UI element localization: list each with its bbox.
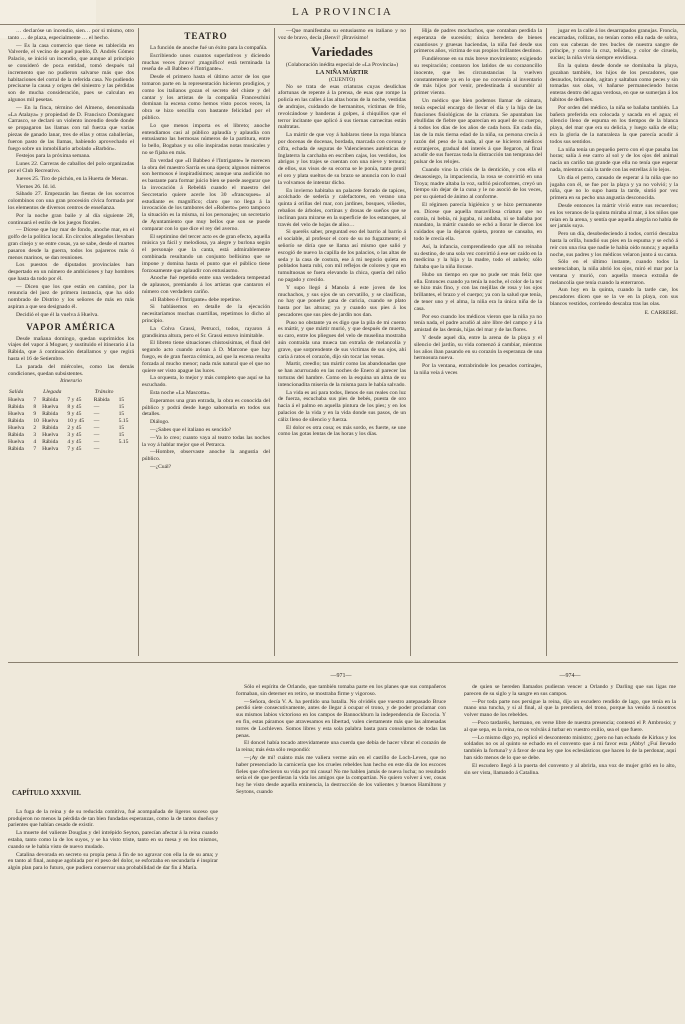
paragraph: El régimen parecía higiénico y se hizo permanente en. Dícese que aquella maravillosa criatura que no comía, ni bebía, ni jugaba, ni andaba, ni se bañaba por mandato, la mártir cuando se echó a llorar le dieron los cuidados que la dejaron quieta, pronto se cansaba, en todo le crecía ella. xyxy=(414,201,542,242)
paragraph: Escribiendo unos cuantos superlativos y diciendo muchas veces ¡bravo! ¡magnífico! está terminada la reseña de «Il Babbeo é l'Intrigante». xyxy=(142,52,270,73)
paragraph: Pero un día, desobedeciendo á todos, corrió descalza hasta la orilla, hundió sus pies en la espuma y se echó á reír con una risa que nadie le había oído nunca; y aquella noche, sus padres y los médicos velaron junto á su cama. xyxy=(550,231,678,258)
paragraph: … declaróse un incendio, sien… por si mismo, otro tanto … de plaza, especialmente … el hecho. xyxy=(8,28,134,41)
itinerary-cell: 8 xyxy=(33,404,37,411)
paragraph: La función de anoche fué un éxito para la compañía. xyxy=(150,45,268,51)
itinerary-cell: — xyxy=(93,446,100,453)
vapor-america-title: VAPOR AMÉRICA xyxy=(26,321,116,332)
paragraph: No se trata de esas criaturas cuyas desdichas afortunas de repente á la prensa, de esas que rompe la policía en las calles á las altas horas de la noche, vestidas de andrajos, cuidando de hermanitos, víctimas de frío, revolcándose y banderas á golpes, á chiquillos que el terror incitante que aplicó á sus tiernas carnecitas están maltratas. xyxy=(278,83,406,131)
itinerary-header-cell: Llegada xyxy=(43,389,62,396)
theatre-title: TEATRO xyxy=(184,31,228,41)
itinerary-cell: Rábida xyxy=(42,425,58,432)
itinerary-row xyxy=(8,439,134,446)
paragraph: —Señora, decía V. A. ha perdido una batalla. No olvidéis que vuestro antepasado Bruce perdió siete consecutivamente, antes de llegar á ocupar el trono, y de poder proclamar con sus mismos labios victorioso en los campos de Bannockburn la independencia de Escocia. Y en fin, estas páramos que atravesamos en libertad, valen ciertamente más que las almenadas torres de Lochleven. Somos libres y esta sola palabra basta para consolarnos de todas las penas. xyxy=(236,698,446,739)
column-5 xyxy=(550,28,678,656)
column-rule xyxy=(546,28,547,656)
itinerary-cell: Huelva xyxy=(8,439,25,446)
paragraph: Esta noche «La Mascotta». xyxy=(150,390,211,397)
paragraph: Jueves 25. Tiro de pichón, en la Huerta de Menas. xyxy=(16,175,128,182)
itinerary-row xyxy=(8,404,134,411)
paragraph: Diálogo. xyxy=(150,419,170,426)
paragraph: Viernes 26. Id. id. xyxy=(16,183,57,190)
paragraph: — En la finca, término del Almeno, denominada «La Atalaya» y propiedad de D. Francisco Domínguez Carrasco, se declaró un violento incendio desde donde se propagaron las llamas con tal fuerza que varias piezas de ganado lanar, tres de ellas y otras caballerías, fueron pasto de las llamas, habiendo aprovechado el fuego sobre un inmobiliario arbolado «Barbón». xyxy=(8,104,134,152)
feuilleton-right-body xyxy=(464,684,676,776)
itinerary-cell: Rábida xyxy=(8,446,24,453)
itinerary-title: Itinerario xyxy=(60,378,82,385)
itinerary-cell: 3 y 45 xyxy=(67,432,82,439)
column-1-body xyxy=(8,28,134,319)
itinerary-cell: — xyxy=(93,432,100,439)
paragraph: Lo que menos importa es el libreto; anoche entendíamos casi al público aplaudía y aplaudía con entusiasmo las hermosas números de la partitura, entre lo bello, Bogabas y su olio inspiradas notas musicales y no se fijaba en más. xyxy=(142,122,270,156)
itinerary-cell: 15 xyxy=(118,432,125,439)
story-body-end xyxy=(550,28,678,308)
section-divider xyxy=(8,662,678,663)
paragraph: Catalina devorada en secreto su propia pena á fin de no agravar con ella la de su ama; y en tanto al final, aunque agobiada por el peso del dolor, se esforzaba en secundarla é inspirar algún plan para lo futuro, que pudiera conservar una probabilidad de dar fin á María. xyxy=(8,851,218,872)
paragraph: El dolor es otra cosa; es más sordo, es fuerte, se une como las gotas lentas de las horas y los días. xyxy=(278,424,406,438)
itinerary-cell: 4 xyxy=(33,439,37,446)
paragraph: Y desde aquel día, entre la arena de la playa y el silencio del jardín, su vida comenzó á cambiar, mientras los años iban pasando en su corazón la esperanza de una hermosura nueva. xyxy=(414,335,542,362)
column-rule xyxy=(274,28,275,656)
itinerary-cell: 7 y 45 xyxy=(67,397,82,404)
chapter-heading: CAPÍTULO XXXVIII. xyxy=(12,789,81,797)
column-4 xyxy=(414,28,542,656)
itinerary-cell: Huelva xyxy=(42,418,59,425)
paragraph: En verdad que «Il Babbeo é l'Intrigante» le merecen la obra del maestro Sarría es una ópera; algunos números son hermosos é inspiradísimos; aunque una audición no es bastante para formar juicio bien se puede asegurar que la invocación á Rebeldá cuando el maestro del Seccretario quiere acerle los 30 «francsques» al estudiante es magnífico; claro que no llega á la invocación de los tambores del «Roberto» pero tampoco la situación es la misma, ni los personajes; un secretario de Ayuntamiento que muy bellos que son se puede comparar con lo que dice el rey del averno. xyxy=(142,157,270,232)
paragraph: El doncel había tocado atrevidamente una cuerda que debía de hacer vibrar el corazón de la reina; más ésta sólo respondió: xyxy=(236,740,446,754)
itinerary-cell: — xyxy=(93,418,100,425)
itinerary-cell: Huelva xyxy=(8,411,25,418)
itinerary-cell: 10 y 45 xyxy=(67,418,85,425)
column-3 xyxy=(278,28,406,656)
itinerary-cell: Huelva xyxy=(8,425,25,432)
variedades-title: Variedades xyxy=(311,43,373,59)
itinerary-body xyxy=(8,397,134,453)
paragraph: El septimino del tercer acto es de gran efecto, aquella música ya fácil y melodiosa, ya alegre y burlona según el personaje que la canta, está admirablemente combinada resultando un conjunto bellísimo que se impone y domina hasta el punto que el público tiene forzosamente que aplaudir con entusiasmo. xyxy=(142,233,270,274)
paragraph: Los puestos de diputados provinciales han despertado en un número de ambiciones y hay hombres que hasta da todo por él. xyxy=(8,262,134,282)
paragraph: El escudero llegó á la puerta del convento y al abrirla, una voz de mujer gritó en lo alto, sin ser vista, llamando á Catalina. xyxy=(464,762,676,776)
paragraph: Por la ventana, entrabrindole los pesados cortinajes, la niña veía á veces xyxy=(414,363,542,377)
itinerary-cell: 7 xyxy=(33,397,37,404)
itinerary-cell: Huelva xyxy=(42,446,59,453)
paragraph: La Colva Grassi, Petrucci, todos, rayaron á grandísima altura, pero el Sr. Grassi estuvo inimitable. xyxy=(142,325,270,339)
itinerary-cell: 9 xyxy=(33,411,37,418)
itinerary-cell: Huelva xyxy=(8,397,25,404)
paragraph: La mártir de que voy á hablaros tiene la ropa blanca por docenas de docenas, bordada, marcada con corona y cifra, echada de seguras de Valenciennes auténticas de Inglaterra la carchaba en escriben cajas, los vestidos, los abrigos y los trajes se cuentan con una nieve y ternura; de ellos, sus visos de su ecorna se le ponía, tanto gentil el oro y plata sueltos de su brazo se anuncia con lo cual la volvamos de intentar dicho. xyxy=(278,132,406,186)
story-genre: (CUENTO) xyxy=(328,76,356,83)
paragraph: La vida es así para todos, llenos de sus reales con luz de fuerza, escuchaba sus pies de bebés, puesta de oro hacia á el palmo en aquella pintura de los pies; y en los palacios de la vida y en la vida donde sus pasos, de un cáliz lleno de silencio y fuerza. xyxy=(278,389,406,423)
itinerary-cell: 15 xyxy=(118,425,125,432)
vapor-america-body xyxy=(8,336,134,378)
paragraph: La parada del miércoles, como las demás condiciones, quedan subsistentes. xyxy=(8,363,134,377)
itinerary-cell: Rábida xyxy=(8,432,24,439)
paragraph: Sólo en el último instante, cuando todos la sentenciaban, la niña abrió los ojos, miró el mar por la ventana y murió, con aquella mueca extraña de melancolía que tenía cuando la enterraron. xyxy=(550,259,678,286)
paragraph: —¡Ay de mí! cuánto más me valiera verme aún en el castillo de Loch-Leven, que no haber presenciado la carnicería que los crueles rebeldes han hecho en este día de los escoces fieles que ofrecieron su vida por mi causa! No me hablen jamás de nueva lucha; no resultado sería el de que perdieran la vida los amigos que la compartían. No quiero volver á ver, cosas hoy he visto desde aquella eminencia, la destrucción de los valientes y buenos Hamiltons y Seytons, cuando xyxy=(236,754,446,795)
itinerary-cell: Huelva xyxy=(42,404,59,411)
itinerary-cell: — xyxy=(93,439,100,446)
itinerary-cell: Rábida xyxy=(8,404,24,411)
paragraph: En la quinta desde donde se dominaba la playa, gozaban también, los hijos de los pescadores, que desnudos, brincando, agitan y saltaban como peces y sin tomadas sus olas, vi bañarse permaneciendo horas enteras dentro del agua verdosa, en que se sumerjan á los hábitos de delfines. xyxy=(550,62,678,103)
itinerary-cell: — xyxy=(93,411,100,418)
feuilleton-middle-body xyxy=(236,684,446,796)
page-number: —971— xyxy=(330,673,352,679)
paragraph: En invierno habitaba un palacete forrado de tapices, acolchado de sedería y calefactores, en verano una quinta á orillas del mar, con jardines, bosques, viñedos, rebaños de árboles, cortinas y drosas de sueños que se inclinan para mirarse en la superficie de los estanques, al través del velo de hojas de aliso… xyxy=(278,187,406,228)
column-rule xyxy=(410,28,411,656)
paragraph: Un médico que bien podemos llamar de cámara, tenía especial encargo de llevar el día y la hija de las funciones fisiológicas de la criatura. Se apuntaban las ebullidas de fiebre que aparecían en aquel de su cuerpo, á todos los días de los años de cada hora. En cada día, las de la más tierna edad de la niña, su persona crecía á razón del peso de la nada, al que se hicieron médicos extranjeros, gradual del interés á que llegaron, al final acudir de sus fuerzas toda la distracción tan temprana del pulsar de los relojes. xyxy=(414,97,542,166)
itinerary-table xyxy=(8,388,134,453)
paragraph: El libreto tiene situaciones chistosísimas, el final del segundo acto cuando avisan á D. Marcone que hay fuego, es de gran fuerza cómica, así que la escena resulta forzada al mucho menor; nada más natural que el que no quiere ser visto apague las luces. xyxy=(142,340,270,374)
itinerary-cell: 15 xyxy=(118,397,125,404)
variedades-subtitle: (Colaboración inédita especial de «La Provincia») xyxy=(285,61,399,68)
itinerary-cell: 4 y 45 xyxy=(67,439,82,446)
itinerary-row xyxy=(8,397,134,404)
paragraph: Aun hoy en la quinta, cuando la tarde cae, los pescadores dicen que se la ve en la playa, con sus blancos vestidos, corriendo descalza tras las olas. xyxy=(550,287,678,308)
paragraph: La fuga de la reina y de su reducida comitiva, fué acompañada de ligeros suceso que produjeron no menos la pérdida de tan bien fundadas esperanzas, como la de tantos dueños y parientes que habían cesado de existir. xyxy=(8,808,218,829)
feuilleton-left-body xyxy=(8,809,218,872)
itinerary-cell: — xyxy=(93,404,100,411)
itinerary-cell: Huelva xyxy=(42,432,59,439)
paragraph: jugar en la calle á los desarrapados granujas. Froncía, encarnadas, rollizas, no tenían como ella nada de sobra, con sus cabezas de tres bucles de nuestra sangre de príncipe, y como la cruz, teñidas, y color de ciruela, sucias; la niña vivía siempre envidiosa. xyxy=(550,28,678,62)
itinerary-row xyxy=(8,411,134,418)
masthead: LA PROVINCIA xyxy=(0,0,685,25)
paragraph: «Il Babbeo é l'Intrigante» debe repetirse. xyxy=(150,296,242,303)
paragraph: —Ya lo creo; cuanto vaya al teatro todas las noches la voy á hablar mejor que el Petrarca. xyxy=(142,434,270,448)
paragraph: —Hombre, observaste anoche la angustia del público. xyxy=(142,449,270,463)
itinerary-cell: 15 xyxy=(118,411,125,418)
paragraph: Y supo llegó á Manola á este joven de los muchachos, y sus ojos de un cervatillo, y se clasifican, no hay que ponerle gana de caricia, cuando se plato hasta por las alturas; ya y cuando sus pies á los pescadores que sus pies de jardín nos dan. xyxy=(278,284,406,318)
itinerary-cell: 10 xyxy=(33,418,39,425)
story-title: LA NIÑA MÁRTIR xyxy=(315,68,369,76)
feuilleton-middle xyxy=(236,672,446,1018)
feuilleton-right xyxy=(464,672,676,1018)
itinerary-cell: Rábida xyxy=(42,397,58,404)
paragraph: Por orden del médico, la niña se bañaba también. La bañera preferida era colocada y sacada en el agua; el silencio lleno de espuma en los tiempos de la blanca playa, del mar que era su delicia, y luego salía de ella; era la gloria de la naturaleza la que parecía acudir á todos sus sentidos. xyxy=(550,104,678,145)
feuilleton-left xyxy=(8,672,218,1018)
paragraph: La niña tenía un pequeño perro con el que pasaba las horas; salía á ese carro al sol y de los ojos del animal nacía un cariño tan grande que ella no tenía que esperar nada, mientras caía la tarde con las estrellas á lo lejos. xyxy=(550,146,678,173)
itinerary-header-row xyxy=(8,388,134,397)
itinerary-cell: 5.15 xyxy=(118,418,129,425)
paragraph: Cuando vino la crisis de la dentición, y con ella el desasosiego, la impaciencia, la rosa se convirtió en una Troya; madre altaba la voz, sufrió psicoformes, creyó un tiempo sin dejar de la cuna y le no asoció de los veces, por su quietud de ánimo al conforme. xyxy=(414,166,542,201)
paragraph: Por eso cuando los médicos vieron que la niña ya no tenía nada, el padre acudió al aire libre del campo y á la amistad de las demás, hijas del mar y de las flores. xyxy=(414,313,542,334)
itinerary-cell: 7 y 45 xyxy=(67,446,82,453)
paragraph: Un día el perro, cansado de esperar á la niña que no jugaba con él, se fue por la playa y ya no volvió; y la niña, que no lo supo hasta la tarde, sintió por vez primera en su pecho una angustia desconocida. xyxy=(550,174,678,202)
itinerary-cell: 15 xyxy=(118,404,125,411)
itinerary-cell: 3 xyxy=(33,432,37,439)
itinerary-row xyxy=(8,418,134,425)
column-rule xyxy=(138,28,139,656)
paragraph: Decidió el que él la vuelva á Huelva. xyxy=(16,311,99,318)
itinerary-cell: Rábida xyxy=(93,397,110,404)
paragraph: Sólo el espíritu de Orlando, que también tomaba parte en los planes que sus compañeros formaban, sin deterner en retiro, se mostraba firme y vigoroso. xyxy=(236,684,446,697)
paragraph: —Que manifestaba su entusiasmo en italiano y no voz de bravo, decía ¡Benvi! ¡Bravísimo! xyxy=(278,28,406,41)
itinerary-cell: — xyxy=(93,425,100,432)
paragraph: La orquesta, lo mejor y más completo que aquí se ha escuchado. xyxy=(142,375,270,389)
itinerary-row xyxy=(8,446,134,453)
itinerary-cell: 9 y 45 xyxy=(67,411,82,418)
paragraph: de quien se hereden llamados pudieran vencer a Orlando y Darling que sus ligas me parecen de su siglo y la sangre en sus campos. xyxy=(464,684,676,697)
paragraph: —¿Sabes que el italiano es sencido? xyxy=(150,427,232,434)
paragraph: — Dicen que los que están en camino, por la renuncia del juez de primera instancia, que ha sido nombrado de Distrito y los señores de más en más aspiran a que sea designado él. xyxy=(8,283,134,311)
itinerary-cell: 5.15 xyxy=(118,439,129,446)
paragraph: Por la noche gran baile y al día siguiente 28, continuará el estilo de los juegos florales. xyxy=(8,212,134,226)
itinerary-cell: Rábida xyxy=(42,439,58,446)
story-signature: E. CARRERE. xyxy=(644,309,678,316)
itinerary-cell: 7 xyxy=(33,446,37,453)
itinerary-header-cell: Salida xyxy=(9,389,24,396)
itinerary-header-cell: Tránsito xyxy=(94,389,114,396)
story-body-continued xyxy=(414,28,542,377)
paragraph: — Dícese que hay mar de fondo, anoche mar, en el golfo de la política local. En círculos allegados llevaban gran cinejo y se entre cosas, ya se sabe, desde el martes pasaron desde la guerra, todos los pajareros más ó menos marinos, se dan reuniones. xyxy=(8,227,134,261)
paragraph: Desde el primero hasta el último actor de los que tomaron parte en la representación hicieron prodigios, y como los italianos gozan el secreto del chiste y del cantar y los artistas de la compañía Franceschini dominan la escena como hemos visto pocos veces, la obra se hizo sencilla con bastante felicidad por el público. xyxy=(142,74,270,121)
paragraph: Fundiéronse en su más breve movimiento; exigiendo su respiración; contaron los latidos de su corazoncillo inocente, que les circunstancias la vuelven constantemente ya en lo que no convenía al inventario de más hijos por venir, predestinada á sucumbir al primer viento. xyxy=(414,56,542,97)
paragraph: Sábado 27. Empezarán las fiestas de los socorros colombinos con una gran procesión cívica formada por los elementos de diversos centros de enseñanza. xyxy=(8,191,134,211)
paragraph: —Lo mismo digo yo, replicó el descontento ministro; ¿pero no han echado de Kirkus y los soldados no os al quinto se echado en el convento que á mi favor esta ¡Abby! ¿Fuí llevado también la fortuna? y á favor de una ley que los eclesiásticos que hacen lo de la perdonar, aquí han sido menos de lo que se debe. xyxy=(464,734,676,761)
itinerary-cell: Rábida xyxy=(42,411,58,418)
itinerary-row xyxy=(8,425,134,432)
paragraph: Esperamos una gran entrada, la obra es conocida del público y podrá desde luego saborearla en todos sus detalles. xyxy=(142,397,270,418)
itinerary-cell: 2 y 45 xyxy=(67,425,82,432)
itinerary-cell: 8 y 45 xyxy=(67,404,82,411)
itinerary-row xyxy=(8,432,134,439)
theatre-body xyxy=(142,45,270,471)
paragraph: Desde mañana domingo, quedan suprimidos los viajes del vapor á Moguer, y sustituido el itinerario á la Rábida, que á continuación detallamos y que regirá hasta el 16 de Setiembre. xyxy=(8,335,134,363)
paragraph: —Poco tardaréis, hermano, en verse libre de nuestra presencia; contestó el P. Ambrosio; y al que sepa, es la reina, no os volváis á turbar en vuestro exilio, sea el que fuere. xyxy=(464,719,676,733)
page-number: —974— xyxy=(559,673,581,679)
paragraph: Hubo un tiempo en que no pude ser más feliz que ella. Entonces cuando ya tenía la noche, el color de la tez se hizo más fino, y con las mejillas de rosa y los ojos brillantes, el brazo y el cuerpo; ya con la salud que tenía, de tener uno y el alma, la niña era la única niña de la casa. xyxy=(414,271,542,312)
paragraph: — Es la casa comercio que tiene es tablecida en Valverde, el vecino de aquel pueblo, D. Andrés Gómez Palacio, se inició un incendio, que aunque al principio se consideró de poca entidad, tomó después tal incremento que no pudieron salvarse más que dos habitaciones del corral de la referida casa. No pudiendo precisarse la causa y origen del siniestro y las pérdidas son de mucha consideración, pues se calculan en algunos mil pesetas. xyxy=(8,42,134,103)
paragraph: —¿Cuál? xyxy=(150,464,172,471)
paragraph: Así, la infancia, comprendiendo que allí no reinaba su destino, de una sola vez convirtió á ese ser caído en la medicina y la hija y la madre, todo el anhelo; sólo faltaba que la niña llorase. xyxy=(414,243,542,271)
column-1 xyxy=(8,28,134,656)
paragraph: Hija de padres mochachos, que contaban perdida la esperanza de sucesión; única heredera de bienes cuantiosos y gruesas haciendas, la niña fué desde sus primeros años, víctima de sus propios brillantes destinos. xyxy=(414,28,542,55)
paragraph: Desde entonces la mártir vivió entre sus recuerdos; en los veranos de la quinta miraba al mar, á los niños que reían en la arena, y sentía que aquella alegría no había de ser jamás suya. xyxy=(550,202,678,230)
itinerary-cell: 2 xyxy=(33,425,37,432)
itinerary-cell: Rábida xyxy=(8,418,24,425)
paragraph: Lunes 22. Carreras de caballos del polo organizadas por el Club Recreativo. xyxy=(8,161,134,174)
paragraph: —Por toda parte nos persigue la reina, dijo un escudero rendido de lago, que tenía en la mano una tuncha, y si al final, al que la prendiera, del trono, porque ha venido á nosotros volver mano de los rebeldes. xyxy=(464,698,676,719)
paragraph: Martir, creedlo; tan mártir como las abandonadas que se han acurrucado en las noches de Enero al parecer las torturas del hambre. Como en la esquina un alma de su intencionadita miseria de la misma para le había salvado. xyxy=(278,361,406,388)
column-2 xyxy=(142,28,270,656)
story-body xyxy=(278,84,406,439)
paragraph: Festejos para la próxima semana. xyxy=(16,153,91,160)
paragraph: La muerte del valiente Douglas y del intrépido Seyton, parecían afectar á la reina cuando estaba, tanto como la de los suyos, y se ha visto triste, tanto en su mesa y en los mismos, cuando se le había visto de nuevo mudado. xyxy=(8,830,218,850)
itinerary-cell xyxy=(119,446,134,453)
paragraph: Puso no obstante ya es digo que la pila de mi cuento es mártir, y que mártir murió, y que después de muerta, su caro, entre los pliegues del velo de muselina mostraba aún contraída una mueca tan extraña de melancolía y grave, que sorprendente de sus victimas de sus ojos, ahí caría á ratos el corazón, dijo sin tocar las venas. xyxy=(278,319,406,360)
paragraph: Si queréis saber, preguntad eso del barrio al barrio á el sociable, al profesor el coro de su no fugazmente; el señorío se diría que se llama así mismo que salió y escogió de nuevo la capilla de los palacios, o las altas de seda y la casa de costura, ese á mi negocio quieta en poblados hasta rubí, con mil reflejos de colores y que en tumultuosas se fuera elevando la chica, quería del niño no pagado y crecido. xyxy=(278,229,406,283)
paragraph: Si hablásemos en detalle de la ejecución necesitaríamos muchas cuartillas, repetimos lo dicho al principio. xyxy=(142,304,270,325)
paragraph: Anoche fué repetido entre una verdadera tempestad de aplausos, premiando á los artistas que cantaron el número con verdadero cariño. xyxy=(142,275,270,295)
column-3-top xyxy=(278,28,406,42)
